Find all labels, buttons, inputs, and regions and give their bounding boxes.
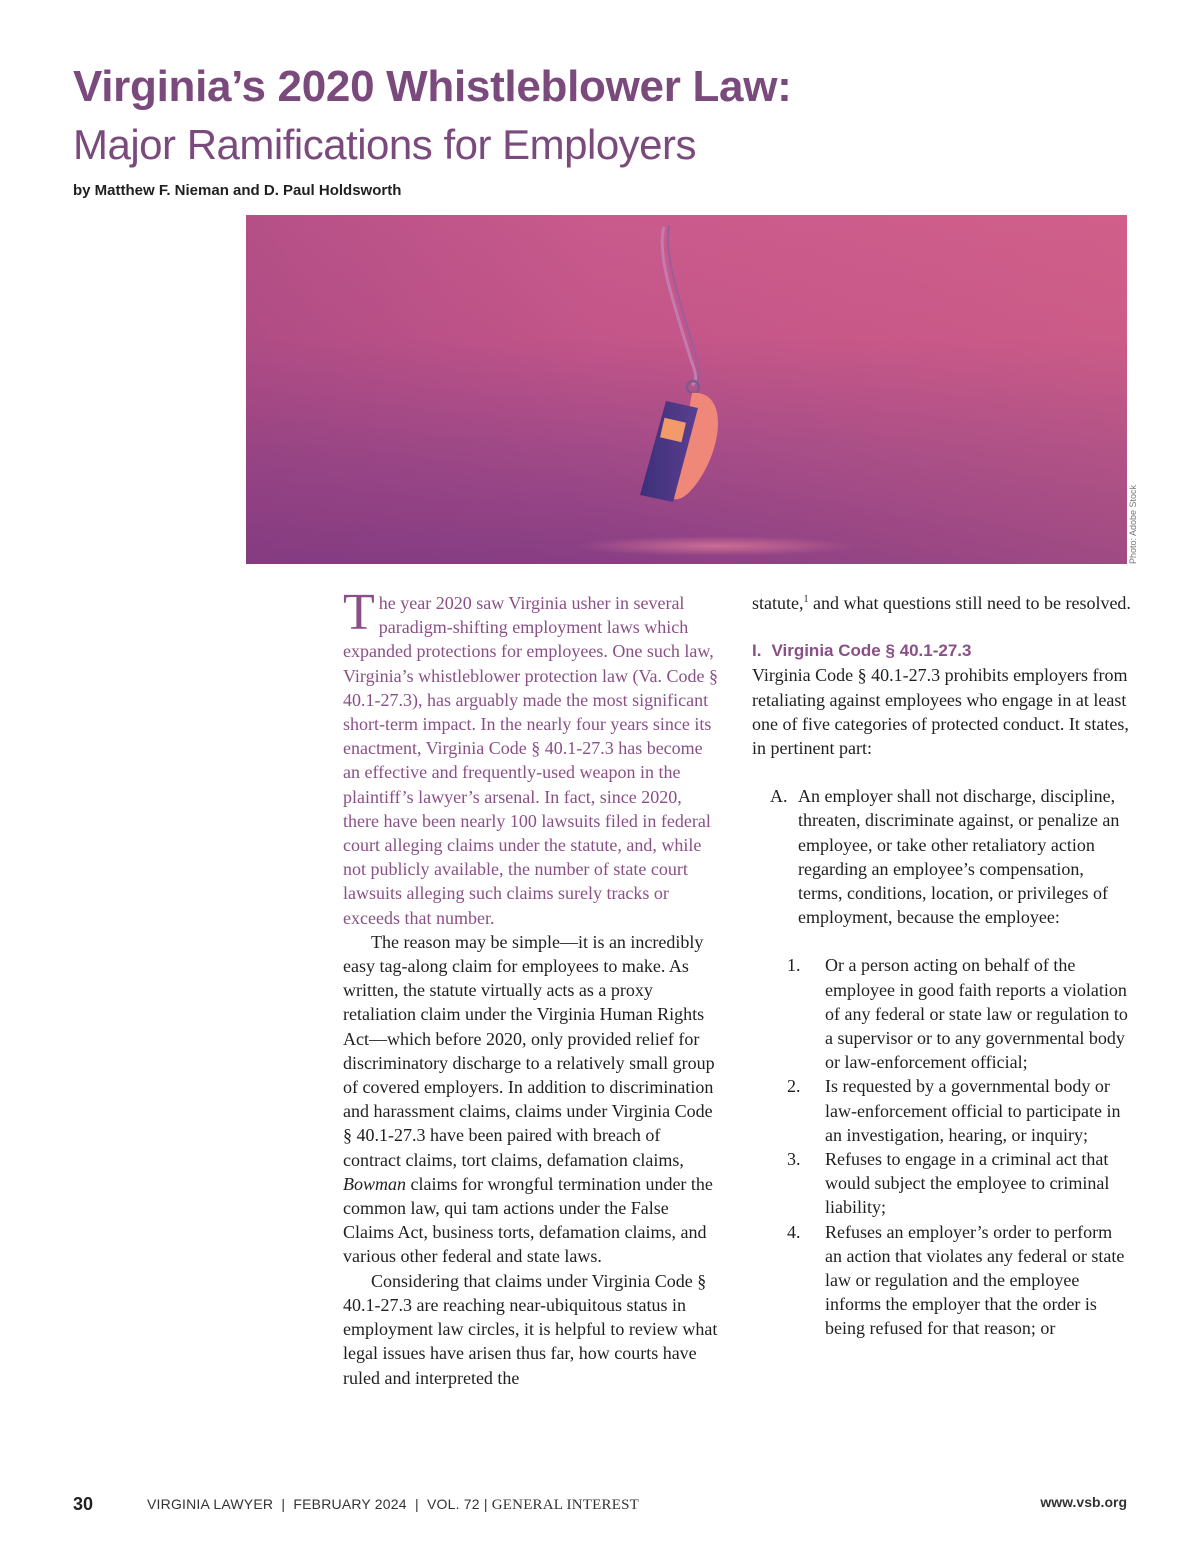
body-paragraph: statute,$^1$ and what questions still need to be resolved.: [752, 593, 1131, 613]
body-paragraph: Considering that claims under Virginia Code § 40.1-27.3 are reaching near-ubiquitous status in employment law circles, it is helpful to review what legal issues have arisen thus far, how courts have ruled and interpreted the: [343, 1270, 718, 1388]
column-left: [343, 584, 719, 1390]
section-paragraph: Virginia Code § 40.1-27.3 prohibits employers from retaliating against employees who engage in at least one of five categories of protected conduct. It states, in pertinent part:: [752, 665, 1129, 759]
lead-paragraph: The year 2020 saw Virginia usher in several paradigm-shifting employment laws which expanded protections for employees. One such law, Virginia’s whistleblower protection law (Va. Code § 40.1-27.3), has arguably made the most significant short-term impact. In the nearly four years since its enactment, Virginia Code § 40.1-27.3 has become an effective and frequently-used weapon in the plaintiff’s lawyer’s arsenal. In fact, since 2020, there have been nearly 100 lawsuits filed in federal court alleging claims under the statute, and, while not publicly available, the number of state court lawsuits alleging such claims surely tracks or exceeds that number.: [343, 584, 719, 928]
page-number: 30: [73, 1494, 94, 1514]
statute-list: [752, 953, 1132, 1340]
body-paragraph: The reason may be simple—it is an incredibly easy tag-along claim for employees to make. As written, the statute virtually acts as a proxy retaliation claim under the Virginia Human Rights Act—which before 2020, only provided relief for discriminatory discharge to a relatively small group of covered employers. In addition to discrimination and harassment claims, claims under Virginia Code § 40.1-27.3 have been paired with breach of contract claims, tort claims, defamation claims, Bowman claims for wrongful termination under the common law, qui tam actions under the False Claims Act, business torts, defamation claims, and various other federal and state laws.: [343, 931, 715, 1267]
drop-cap: T: [343, 584, 375, 641]
statute-quote: A. An employer shall not discharge, discipline, threaten, discriminate against, or penalize an employee, or take other retaliatory action regarding an employee’s compensation, terms, conditions, location, or privileges of employment, because the employee:: [770, 786, 1120, 928]
hero-photo: [246, 215, 1127, 564]
footnote-marker[interactable]: 1: [803, 594, 809, 605]
list-item: 2. Is requested by a governmental body or law-enforcement official to participate in an investigation, hearing, or inquiry;: [787, 1076, 1121, 1145]
article-subtitle: Major Ramifications for Employers: [73, 121, 697, 168]
byline: by Matthew F. Nieman and D. Paul Holdsworth: [73, 182, 402, 199]
section-heading: I. Virginia Code § 40.1-27.3: [752, 641, 972, 661]
photo-credit: Photo: Adobe Stock: [1128, 484, 1138, 564]
list-item: 4. Refuses an employer’s order to perform an action that violates any federal or state law or regulation and the employee informs the employer that the order is being refused for that reason; or: [787, 1221, 1125, 1339]
list-item: 1. Or a person acting on behalf of the employee in good faith reports a violation of any federal or state law or regulation to a supervisor or to any governmental body or law-enforcement official;: [787, 955, 1128, 1073]
footer-url[interactable]: www.vsb.org: [1040, 1494, 1127, 1510]
column-right: [752, 591, 1132, 1341]
whistle-icon: [246, 215, 1127, 564]
list-item: 3. Refuses to engage in a criminal act that would subject the employee to criminal liability;: [787, 1149, 1110, 1218]
footer-publication: VIRGINIA LAWYER | FEBRUARY 2024 | VOL. 72 | GENERAL INTEREST: [147, 1496, 639, 1513]
article-title: Virginia’s 2020 Whistleblower Law:: [73, 62, 792, 111]
